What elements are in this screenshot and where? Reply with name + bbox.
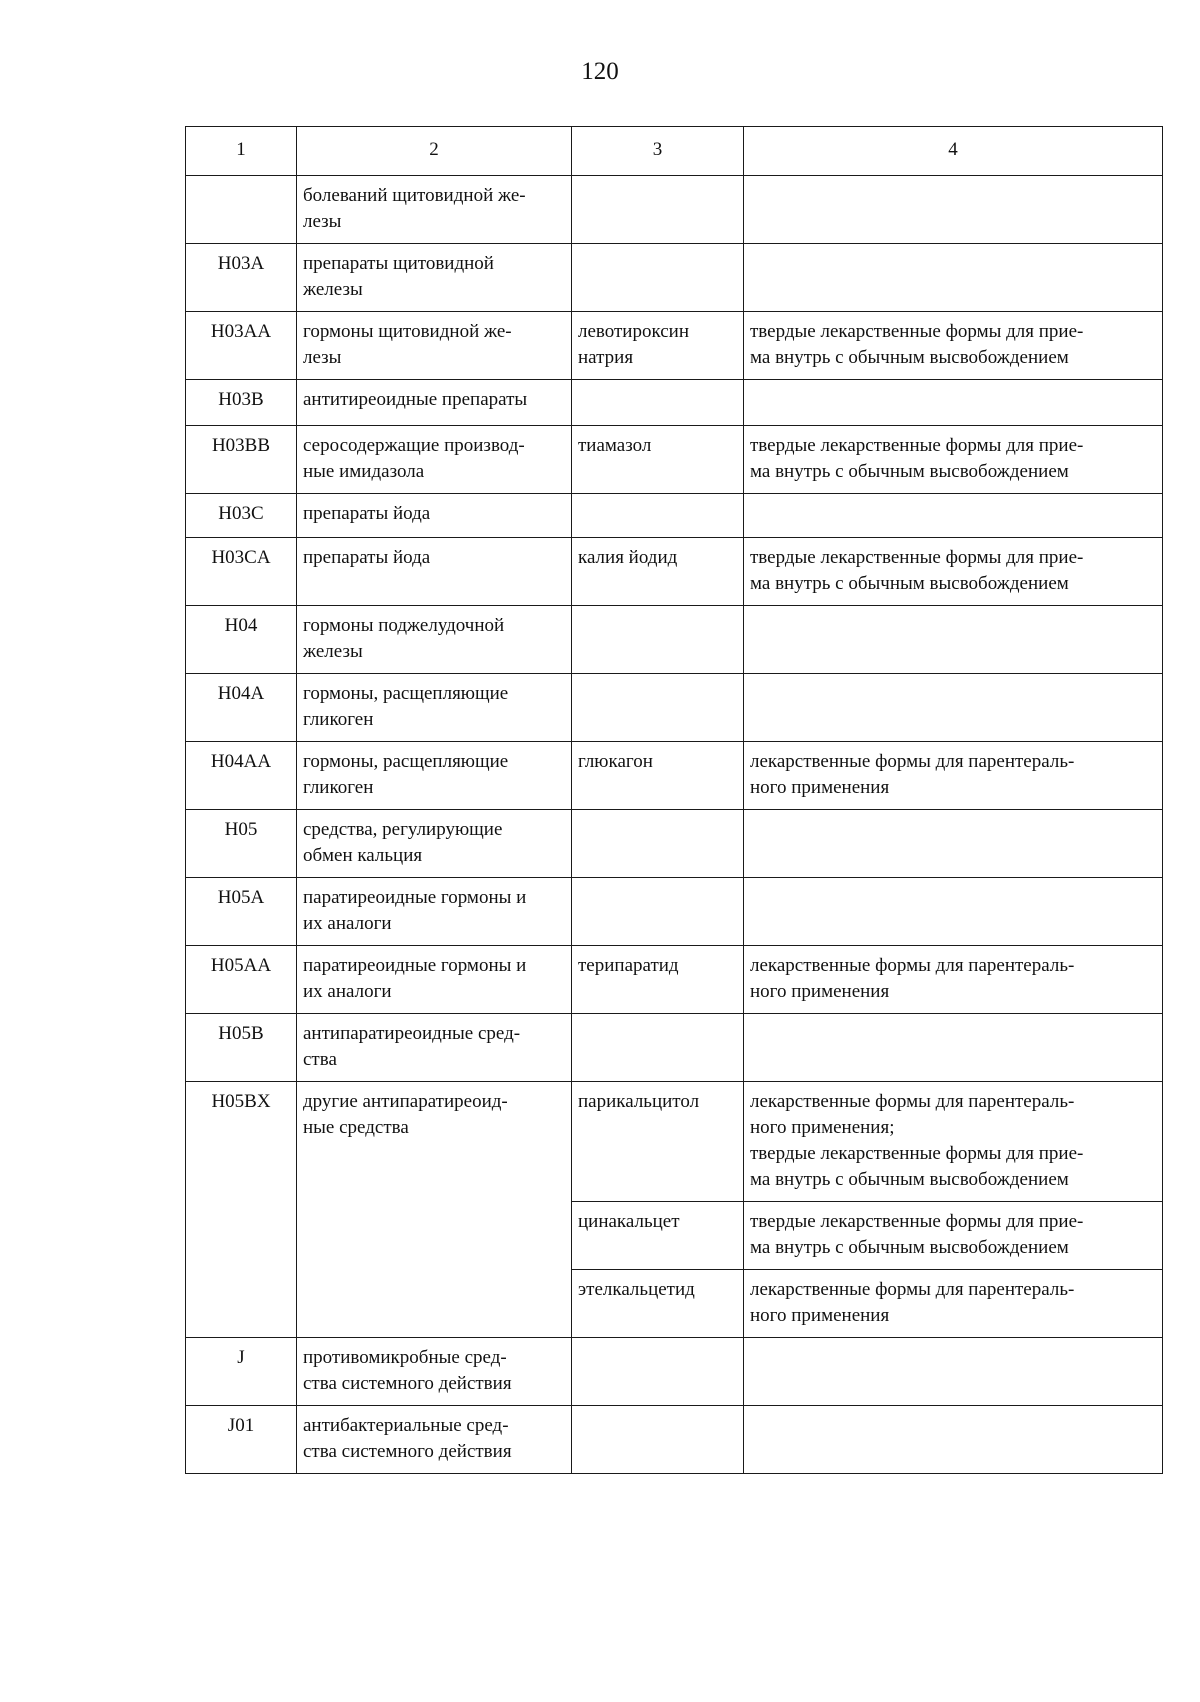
atc-code-cell: H05: [186, 810, 297, 878]
dosage-form-cell-line: твердые лекарственные формы для прие-: [750, 547, 1084, 568]
atc-code-cell: H03C: [186, 494, 297, 538]
drug-name-cell: [572, 1406, 744, 1474]
atc-code-cell: J: [186, 1338, 297, 1406]
dosage-form-cell: [744, 878, 1163, 946]
group-name-cell-line: гликоген: [303, 777, 374, 798]
group-name-cell-line: препараты йода: [303, 547, 431, 568]
group-name-cell-line: препараты йода: [303, 503, 431, 524]
drug-name-cell-line: цинакальцет: [578, 1211, 680, 1232]
group-name-cell-line: гликоген: [303, 709, 374, 730]
group-name-cell-line: серосодержащие производ-: [303, 435, 525, 456]
dosage-form-cell-line: ного применения: [750, 1305, 890, 1326]
table-row: [186, 312, 1163, 380]
table-row: [186, 742, 1163, 810]
dosage-form-cell-line: ма внутрь с обычным высвобождением: [750, 1237, 1069, 1258]
drug-name-cell-line: левотироксин: [578, 321, 690, 342]
dosage-form-cell: [744, 1270, 1163, 1338]
header-col-2: 2: [297, 127, 572, 176]
atc-code-cell: H05A: [186, 878, 297, 946]
table-row: [186, 1338, 1163, 1406]
dosage-form-cell: [744, 810, 1163, 878]
dosage-form-cell: [744, 538, 1163, 606]
group-name-cell: [297, 312, 572, 380]
group-name-cell: [297, 946, 572, 1014]
dosage-form-cell-line: ного применения: [750, 981, 890, 1002]
dosage-form-cell-line: твердые лекарственные формы для прие-: [750, 435, 1084, 456]
dosage-form-cell: [744, 742, 1163, 810]
drug-table: [185, 126, 1163, 1474]
group-name-cell-line: гормоны, расщепляющие: [303, 683, 509, 704]
dosage-form-cell: [744, 426, 1163, 494]
drug-name-cell-line: этелкальцетид: [578, 1279, 695, 1300]
dosage-form-cell: [744, 1202, 1163, 1270]
table-row: [186, 878, 1163, 946]
table-row: [186, 176, 1163, 244]
drug-name-cell: [572, 674, 744, 742]
group-name-cell-line: ства системного действия: [303, 1441, 512, 1462]
group-name-cell: [297, 674, 572, 742]
table-row: [186, 380, 1163, 426]
table-row: [186, 1082, 1163, 1202]
group-name-cell: [297, 606, 572, 674]
atc-code-cell: H04AA: [186, 742, 297, 810]
atc-code-cell: H05AA: [186, 946, 297, 1014]
dosage-form-cell: [744, 494, 1163, 538]
atc-code-cell: H05B: [186, 1014, 297, 1082]
dosage-form-cell-line: ма внутрь с обычным высвобождением: [750, 573, 1069, 594]
atc-code-cell: H03AA: [186, 312, 297, 380]
group-name-cell: [297, 1406, 572, 1474]
atc-code-cell: J01: [186, 1406, 297, 1474]
drug-name-cell: [572, 1014, 744, 1082]
atc-code-cell: H04: [186, 606, 297, 674]
drug-name-cell-line: терипаратид: [578, 955, 679, 976]
dosage-form-cell: [744, 1082, 1163, 1202]
group-name-cell: [297, 380, 572, 426]
group-name-cell: [297, 538, 572, 606]
drug-name-cell: [572, 1082, 744, 1202]
group-name-cell: [297, 742, 572, 810]
group-name-cell: [297, 878, 572, 946]
group-name-cell: [297, 1338, 572, 1406]
group-name-cell-line: лезы: [303, 211, 342, 232]
drug-name-cell-line: натрия: [578, 347, 634, 368]
drug-name-cell: [572, 742, 744, 810]
group-name-cell: [297, 810, 572, 878]
group-name-cell-line: железы: [303, 641, 363, 662]
dosage-form-cell-line: ма внутрь с обычным высвобождением: [750, 347, 1069, 368]
table-row: [186, 538, 1163, 606]
atc-code-cell: H03BB: [186, 426, 297, 494]
drug-name-cell: [572, 380, 744, 426]
table-row: [186, 606, 1163, 674]
atc-code-cell: H03A: [186, 244, 297, 312]
group-name-cell-line: ные имидазола: [303, 461, 425, 482]
table-row: [186, 810, 1163, 878]
drug-name-cell: [572, 538, 744, 606]
header-col-1: 1: [186, 127, 297, 176]
dosage-form-cell-line: ного применения;: [750, 1117, 895, 1138]
table-row: [186, 674, 1163, 742]
dosage-form-cell-line: ма внутрь с обычным высвобождением: [750, 1169, 1069, 1190]
table-row: [186, 1014, 1163, 1082]
drug-name-cell: [572, 1270, 744, 1338]
group-name-cell-line: противомикробные сред-: [303, 1347, 507, 1368]
table-row: [186, 1406, 1163, 1474]
group-name-cell: [297, 1014, 572, 1082]
drug-name-cell: [572, 946, 744, 1014]
dosage-form-cell: [744, 946, 1163, 1014]
dosage-form-cell-line: твердые лекарственные формы для прие-: [750, 1143, 1084, 1164]
group-name-cell-line: препараты щитовидной: [303, 253, 494, 274]
group-name-cell: [297, 426, 572, 494]
dosage-form-cell: [744, 176, 1163, 244]
header-col-3: 3: [572, 127, 744, 176]
dosage-form-cell-line: лекарственные формы для парентераль-: [750, 1279, 1075, 1300]
group-name-cell-line: гормоны, расщепляющие: [303, 751, 509, 772]
group-name-cell-line: антитиреоидные препараты: [303, 389, 528, 410]
group-name-cell-line: паратиреоидные гормоны и: [303, 887, 527, 908]
group-name-cell-line: гормоны щитовидной же-: [303, 321, 512, 342]
table-row: [186, 494, 1163, 538]
group-name-cell: [297, 1082, 572, 1338]
dosage-form-cell-line: лекарственные формы для парентераль-: [750, 1091, 1075, 1112]
group-name-cell: [297, 494, 572, 538]
drug-name-cell: [572, 1338, 744, 1406]
dosage-form-cell-line: ного применения: [750, 777, 890, 798]
drug-name-cell: [572, 606, 744, 674]
drug-name-cell: [572, 810, 744, 878]
dosage-form-cell: [744, 1014, 1163, 1082]
table-row: [186, 946, 1163, 1014]
drug-name-cell: [572, 426, 744, 494]
dosage-form-cell: [744, 606, 1163, 674]
group-name-cell-line: их аналоги: [303, 981, 392, 1002]
group-name-cell-line: гормоны поджелудочной: [303, 615, 505, 636]
group-name-cell-line: другие антипаратиреоид-: [303, 1091, 508, 1112]
group-name-cell-line: их аналоги: [303, 913, 392, 934]
table-header-row: [186, 127, 1163, 176]
atc-code-cell: H03B: [186, 380, 297, 426]
atc-code-cell: H05BX: [186, 1082, 297, 1338]
drug-name-cell-line: парикальцитол: [578, 1091, 700, 1112]
dosage-form-cell: [744, 1338, 1163, 1406]
atc-code-cell: [186, 176, 297, 244]
dosage-form-cell-line: лекарственные формы для парентераль-: [750, 751, 1075, 772]
drug-name-cell: [572, 312, 744, 380]
group-name-cell-line: болеваний щитовидной же-: [303, 185, 526, 206]
dosage-form-cell-line: ма внутрь с обычным высвобождением: [750, 461, 1069, 482]
atc-code-cell: H04A: [186, 674, 297, 742]
atc-code-cell: H03CA: [186, 538, 297, 606]
group-name-cell-line: ства: [303, 1049, 337, 1070]
group-name-cell-line: лезы: [303, 347, 342, 368]
group-name-cell-line: антипаратиреоидные сред-: [303, 1023, 521, 1044]
group-name-cell-line: паратиреоидные гормоны и: [303, 955, 527, 976]
page-number: 120: [581, 58, 619, 85]
dosage-form-cell: [744, 380, 1163, 426]
drug-name-cell: [572, 494, 744, 538]
dosage-form-cell: [744, 312, 1163, 380]
dosage-form-cell: [744, 244, 1163, 312]
dosage-form-cell-line: лекарственные формы для парентераль-: [750, 955, 1075, 976]
drug-name-cell-line: глюкагон: [578, 751, 653, 772]
drug-name-cell-line: калия йодид: [578, 547, 678, 568]
header-col-4: 4: [744, 127, 1163, 176]
table-row: [186, 244, 1163, 312]
group-name-cell-line: средства, регулирующие: [303, 819, 503, 840]
drug-name-cell: [572, 244, 744, 312]
table-row: [186, 426, 1163, 494]
drug-name-cell-line: тиамазол: [578, 435, 652, 456]
group-name-cell-line: ства системного действия: [303, 1373, 512, 1394]
group-name-cell-line: железы: [303, 279, 363, 300]
group-name-cell-line: ные средства: [303, 1117, 409, 1138]
dosage-form-cell-line: твердые лекарственные формы для прие-: [750, 1211, 1084, 1232]
table-body: [186, 127, 1163, 1474]
group-name-cell-line: обмен кальция: [303, 845, 423, 866]
drug-name-cell: [572, 176, 744, 244]
group-name-cell: [297, 244, 572, 312]
dosage-form-cell-line: твердые лекарственные формы для прие-: [750, 321, 1084, 342]
dosage-form-cell: [744, 674, 1163, 742]
drug-name-cell: [572, 1202, 744, 1270]
dosage-form-cell: [744, 1406, 1163, 1474]
group-name-cell-line: антибактериальные сред-: [303, 1415, 509, 1436]
drug-name-cell: [572, 878, 744, 946]
group-name-cell: [297, 176, 572, 244]
